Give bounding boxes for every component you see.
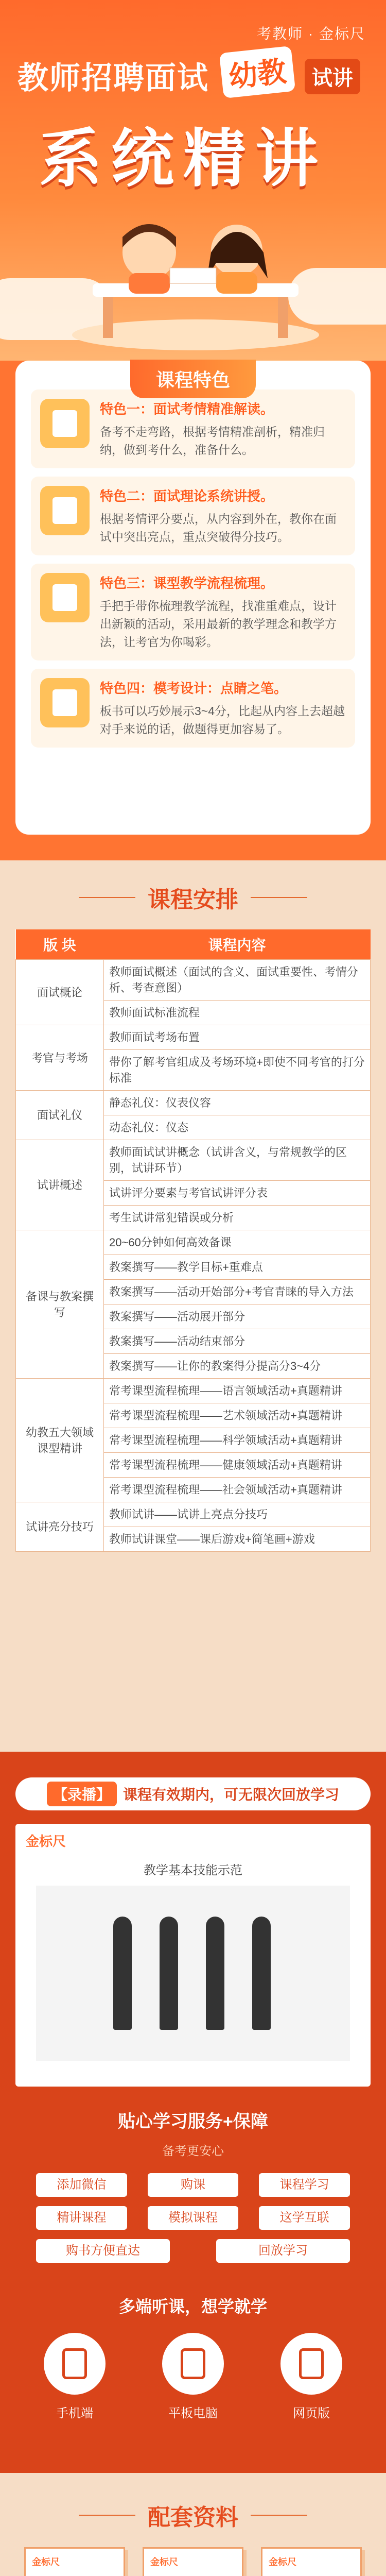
- table-row: [16, 960, 371, 1001]
- book-cover: [143, 2547, 243, 2576]
- service-title: 贴心学习服务+保障: [118, 2112, 268, 2131]
- service-course-study[interactable]: 课程学习: [259, 2173, 350, 2197]
- schedule-module-cell: 考官与考场: [16, 1025, 104, 1091]
- divider: [79, 2515, 135, 2516]
- schedule-content-cell: 教师面试概述（面试的含义、面试重要性、考情分析、考查意图）: [104, 960, 371, 1001]
- schedule-content-cell: 常考课型流程梳理——社会领域活动+真题精讲: [104, 1478, 371, 1502]
- device-phone: [44, 2333, 106, 2421]
- book-brand: 金标尺: [269, 2557, 296, 2567]
- schedule-content-cell: 常考课型流程梳理——科学领域活动+真题精讲: [104, 1428, 371, 1453]
- service-lecture[interactable]: 精讲课程: [36, 2206, 127, 2230]
- divider: [251, 2515, 307, 2516]
- brand-label: 考教师 · 金标尺: [257, 26, 365, 42]
- schedule-section: [0, 860, 386, 1752]
- recorded-tag: 【录播】: [47, 1782, 117, 1806]
- feature-title: 特色三：课型教学流程梳理。: [100, 575, 274, 591]
- feature-desc: 备考不走弯路，根据考情精准剖析，精准归纳，做到考什么，准备什么。: [100, 425, 325, 456]
- features-title: 课程特色: [130, 360, 256, 398]
- feature-desc: 根据考情评分要点，从内容到外在，教你在面试中突出亮点，重点突破得分技巧。: [100, 512, 337, 544]
- service-replay[interactable]: 回放学习: [216, 2239, 350, 2263]
- phone-icon: [44, 2333, 106, 2395]
- replay-banner: [15, 1777, 371, 1810]
- book-cover: [261, 2547, 362, 2576]
- video-logo: 金标尺: [26, 1834, 66, 1849]
- schedule-module-cell: 面试礼仪: [16, 1091, 104, 1140]
- feature-item: [31, 564, 355, 660]
- device-web: [280, 2333, 342, 2421]
- feature-item: [31, 389, 355, 468]
- schedule-content-cell: 教师面试标准流程: [104, 1001, 371, 1025]
- tablet-icon: [162, 2333, 224, 2395]
- schedule-header: [15, 881, 371, 914]
- column-header-module: 版 块: [16, 929, 104, 960]
- schedule-content-cell: 教师面试试讲概念（试讲含义，与常规教学的区别，试讲环节）: [104, 1140, 371, 1181]
- schedule-content-cell: 常考课型流程梳理——艺术领域活动+真题精讲: [104, 1403, 371, 1428]
- schedule-content-cell: 教师试讲课堂——课后游戏+简笔画+游戏: [104, 1527, 371, 1552]
- service-buy-book[interactable]: 购书方便直达: [36, 2239, 170, 2263]
- materials-section: [0, 2473, 386, 2576]
- book-cover: [24, 2547, 125, 2576]
- schedule-content-cell: 教案撰写——活动开始部分+考官青睐的导入方法: [104, 1280, 371, 1304]
- device-label: 网页版: [293, 2406, 330, 2420]
- feature-item: [31, 669, 355, 748]
- service-subtitle: 备考更安心: [162, 2144, 224, 2158]
- service-interact[interactable]: 这学互联: [259, 2206, 350, 2230]
- feature-title: 特色二：面试理论系统讲授。: [100, 488, 274, 504]
- board-icon: [40, 678, 90, 727]
- hero-badge-kindergarten: 幼教: [219, 46, 295, 98]
- divider: [251, 897, 307, 898]
- feature-desc: 板书可以巧妙展示3~4分，比起从内容上去超越对手来说的话，做题得更加容易了。: [100, 704, 345, 736]
- schedule-table: [15, 929, 371, 1552]
- book-icon: [40, 486, 90, 535]
- schedule-content-cell: 常考课型流程梳理——语言领域活动+真题精讲: [104, 1379, 371, 1403]
- features-section: [0, 361, 386, 860]
- schedule-module-cell: 幼教五大领域课型精讲: [16, 1379, 104, 1502]
- hero-title-line1: 教师招聘面试: [17, 61, 209, 95]
- teacher-figure: [113, 1917, 132, 2030]
- table-row: [16, 1025, 371, 1050]
- devices-title: 多端听课，想学就学: [118, 2297, 267, 2316]
- students-illustration: [62, 206, 329, 350]
- schedule-content-cell: 教案撰写——教学目标+重难点: [104, 1255, 371, 1280]
- schedule-module-cell: 试讲概述: [16, 1140, 104, 1230]
- checklist-icon: [40, 573, 90, 622]
- schedule-content-cell: 教案撰写——活动展开部分: [104, 1304, 371, 1329]
- schedule-module-cell: 备课与教案撰写: [16, 1230, 104, 1379]
- schedule-content-cell: 教案撰写——让你的教案得分提高分3~4分: [104, 1354, 371, 1379]
- divider: [79, 897, 135, 898]
- hero-badge-trial: 试讲: [305, 59, 360, 94]
- table-row: [16, 1379, 371, 1403]
- service-row: [36, 2239, 350, 2263]
- device-label: 手机端: [56, 2406, 93, 2420]
- table-row: [16, 1140, 371, 1181]
- browser-icon: [280, 2333, 342, 2395]
- video-stage: [36, 1886, 350, 2061]
- service-add-wechat[interactable]: 添加微信: [36, 2173, 127, 2197]
- schedule-content-cell: 试讲评分要素与考官试讲评分表: [104, 1181, 371, 1206]
- service-mock[interactable]: 模拟课程: [148, 2206, 239, 2230]
- table-row: [16, 1502, 371, 1527]
- teacher-figure: [252, 1917, 271, 2030]
- schedule-content-cell: 教师面试考场布置: [104, 1025, 371, 1050]
- service-purchase[interactable]: 购课: [148, 2173, 239, 2197]
- book-brand: 金标尺: [32, 2557, 60, 2567]
- feature-title: 特色一：面试考情精准解读。: [100, 401, 274, 417]
- feature-item: [31, 477, 355, 555]
- book-brand: 金标尺: [150, 2557, 178, 2567]
- video-player[interactable]: [15, 1824, 371, 2087]
- schedule-content-cell: 20~60分钟如何高效备课: [104, 1230, 371, 1255]
- materials-header: [15, 2499, 371, 2532]
- teacher-figure: [160, 1917, 178, 2030]
- device-label: 平板电脑: [168, 2406, 218, 2420]
- schedule-content-cell: 带你了解考官组成及考场环境+即使不同考官的打分标准: [104, 1050, 371, 1091]
- books-row: [15, 2547, 371, 2576]
- video-caption: 教学基本技能示范: [144, 1863, 242, 1877]
- table-row: [16, 1230, 371, 1255]
- replay-text: 课程有效期内，可无限次回放学习: [123, 1787, 340, 1803]
- schedule-content-cell: 常考课型流程梳理——健康领域活动+真题精讲: [104, 1453, 371, 1478]
- devices-row: [15, 2333, 371, 2421]
- schedule-title: 课程安排: [148, 887, 238, 912]
- hero-title-line2: 系统精讲: [39, 124, 327, 194]
- video-section: [0, 1752, 386, 2473]
- features-card: [15, 361, 371, 835]
- schedule-content-cell: 静态礼仪：仪表仪容: [104, 1091, 371, 1115]
- materials-title: 配套资料: [148, 2505, 238, 2530]
- schedule-module-cell: 面试概论: [16, 960, 104, 1025]
- schedule-content-cell: 考生试讲常犯错误或分析: [104, 1206, 371, 1230]
- service-grid: [36, 2173, 350, 2230]
- schedule-body: [16, 960, 371, 1552]
- schedule-module-cell: 试讲亮分技巧: [16, 1502, 104, 1552]
- schedule-content-cell: 教师试讲——试讲上亮点分技巧: [104, 1502, 371, 1527]
- teacher-figure: [206, 1917, 224, 2030]
- feature-title: 特色四：模考设计：点睛之笔。: [100, 681, 288, 696]
- device-tablet: [162, 2333, 224, 2421]
- table-row: [16, 1091, 371, 1115]
- hero-banner: [0, 0, 386, 361]
- column-header-content: 课程内容: [104, 929, 371, 960]
- feature-desc: 手把手带你梳理教学流程，找准重难点，设计出新颖的活动，采用最新的教学理念和教学方法，让考官为你喝彩。: [100, 599, 337, 649]
- target-icon: [40, 399, 90, 448]
- schedule-content-cell: 动态礼仪：仪态: [104, 1115, 371, 1140]
- schedule-content-cell: 教案撰写——活动结束部分: [104, 1329, 371, 1354]
